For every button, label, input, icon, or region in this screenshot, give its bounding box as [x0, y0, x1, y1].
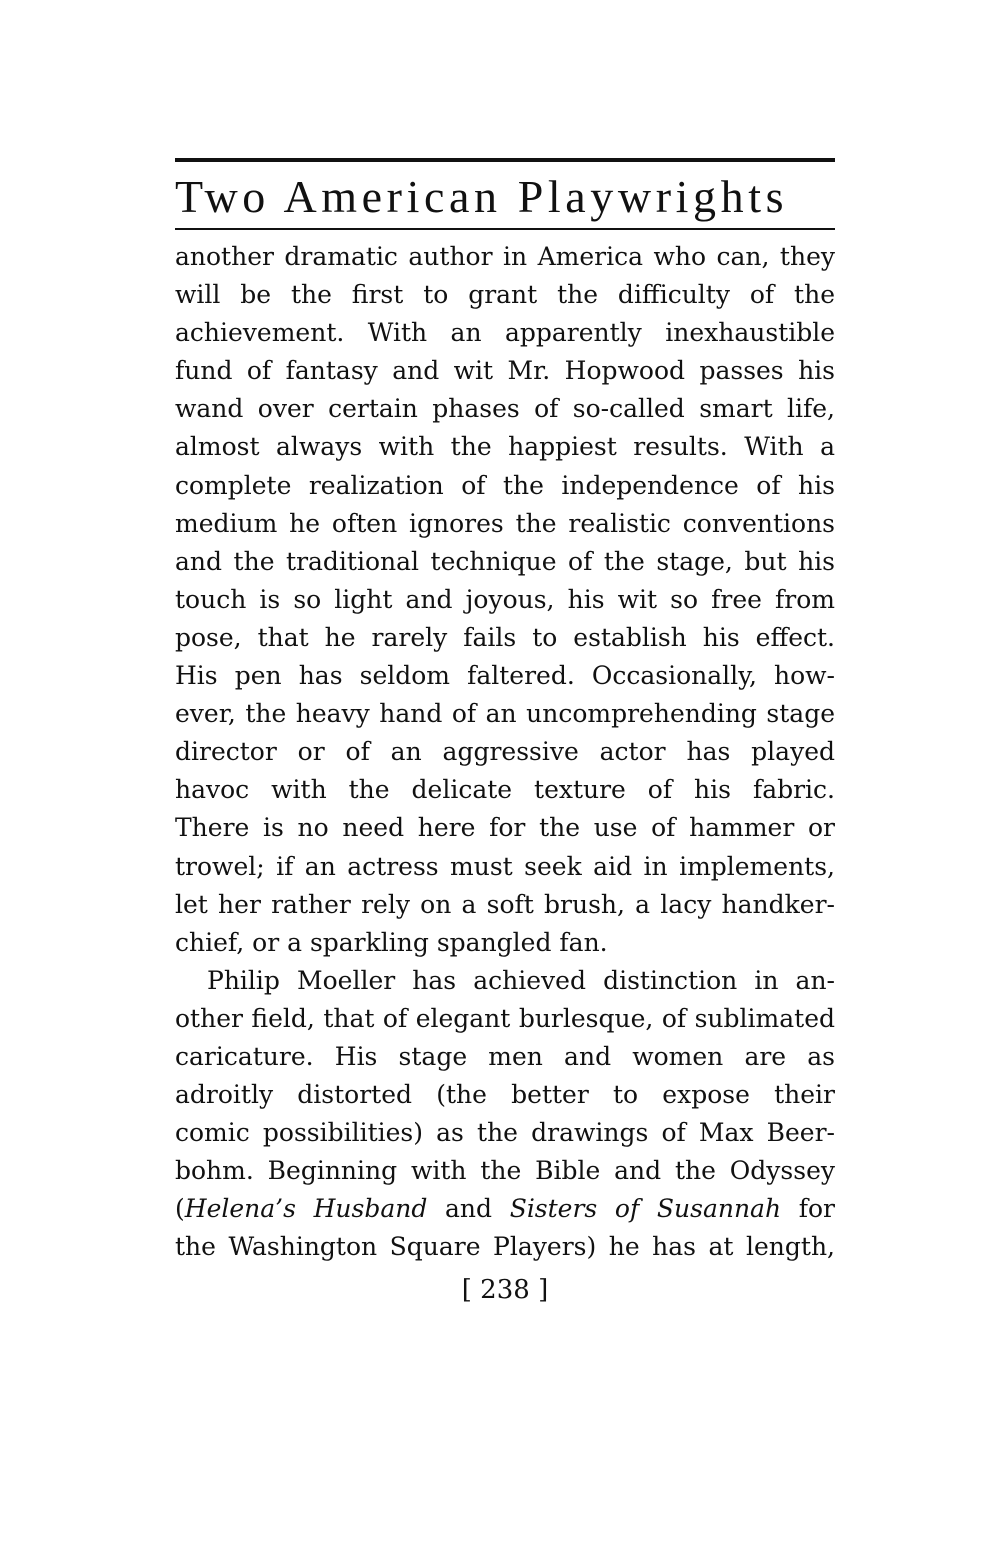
- text-line: other field, that of elegant burlesque, of sublimated: [175, 1003, 835, 1033]
- text-line: wand over certain phases of so-called smart life,: [175, 394, 835, 424]
- text-line: trowel; if an actress must seek aid in implements,: [175, 851, 835, 881]
- text-line: His pen has seldom faltered. Occasionally, how-: [175, 661, 835, 691]
- text-line: let her rather rely on a soft brush, a lacy handker-: [175, 889, 835, 919]
- text-line: chief, or a sparkling spangled fan.: [175, 927, 608, 957]
- text-line: will be the first to grant the difficulty of the: [175, 280, 835, 310]
- text-line: achievement. With an apparently inexhaustible: [175, 318, 835, 348]
- text-line: caricature. His stage men and women are as: [175, 1041, 835, 1071]
- running-head: Two American Playwrights: [175, 171, 789, 222]
- text-line: There is no need here for the use of hammer or: [175, 813, 835, 843]
- play-title-helenas-husband: Helena’s Husband: [184, 1194, 428, 1224]
- text-line: medium he often ignores the realistic conventions: [175, 508, 835, 538]
- text-line: almost always with the happiest results. With a: [175, 432, 835, 462]
- text-line: touch is so light and joyous, his wit so free from: [175, 584, 835, 614]
- text-line: comic possibilities) as the drawings of Max Beer-: [175, 1118, 835, 1148]
- text-line: another dramatic author in America who can, they: [175, 242, 835, 271]
- text-line: adroitly distorted (the better to expose their: [175, 1080, 835, 1110]
- text-line: the Washington Square Players) he has at length,: [175, 1232, 835, 1262]
- body-text: [175, 238, 835, 1267]
- preposition: for: [781, 1194, 835, 1224]
- conjunction: and: [427, 1194, 510, 1224]
- text-line: and the traditional technique of the stage, but his: [175, 546, 835, 576]
- text-line: director or of an aggressive actor has played: [175, 737, 835, 767]
- page-number: [ 238 ]: [461, 1274, 549, 1305]
- text-line-with-titles: [175, 1190, 835, 1228]
- play-title-sisters-of-susannah: Sisters of Susannah: [509, 1194, 782, 1224]
- text-line: bohm. Beginning with the Bible and the Odyssey: [175, 1156, 835, 1186]
- paren-open: (: [175, 1194, 185, 1224]
- text-line: havoc with the delicate texture of his fabric.: [175, 775, 835, 805]
- text-line: pose, that he rarely fails to establish his effect.: [175, 622, 835, 652]
- book-page: [175, 158, 835, 1309]
- text-line: fund of fantasy and wit Mr. Hopwood passes his: [175, 356, 835, 386]
- text-line: Philip Moeller has achieved distinction in an-: [207, 965, 835, 995]
- text-line: complete realization of the independence of his: [175, 470, 835, 500]
- header-rule-top: [175, 158, 835, 162]
- header-rule-bottom: [175, 228, 835, 230]
- paragraph-1: [175, 238, 835, 962]
- text-line: ever, the heavy hand of an uncomprehending stage: [175, 699, 835, 729]
- paragraph-2: [175, 962, 835, 1267]
